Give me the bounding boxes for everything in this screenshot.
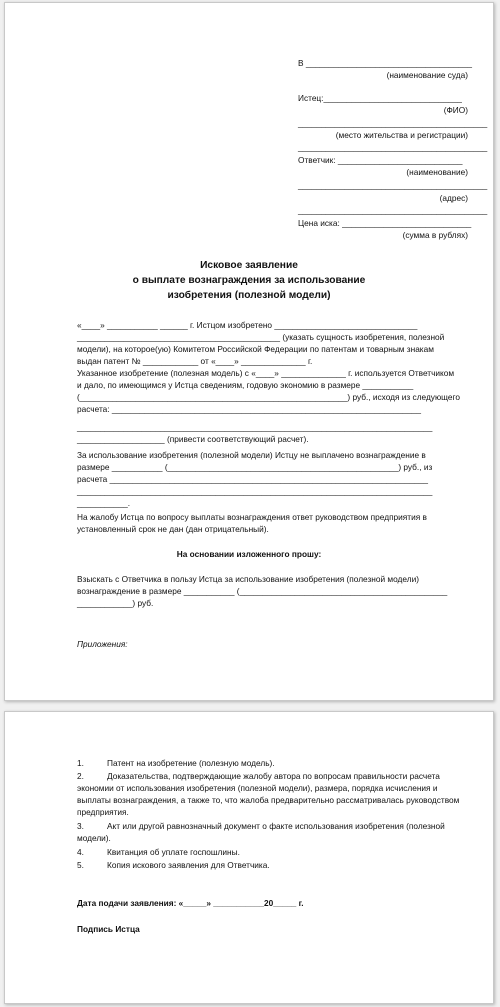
attachment-number: 1. bbox=[77, 758, 84, 768]
body-line: расчета: ___________________________________________________________________ bbox=[77, 404, 422, 414]
court-caption: (наименование суда) bbox=[386, 70, 468, 80]
body-line: ___________________ (привести соответствующий расчет). bbox=[77, 434, 309, 444]
attachment-item: Копия искового заявления для Ответчика. bbox=[107, 860, 270, 870]
attachment-item-continued: экономии от использования изобретения (полезной модели), размера, порядка исчисления и bbox=[77, 783, 438, 793]
attachment-number: 4. bbox=[77, 847, 84, 857]
body-line: ___________. bbox=[77, 498, 131, 508]
document-title-line-2: о выплате вознаграждения за использование bbox=[132, 275, 366, 286]
fio-caption: (ФИО) bbox=[443, 105, 468, 115]
defendant-line: Ответчик: ___________________________ bbox=[298, 155, 463, 165]
body-line: расчета _____________________________________________________________________ bbox=[77, 474, 428, 484]
attachment-item: Доказательства, подтверждающие жалобу автора по вопросам правильности расчета bbox=[107, 771, 440, 781]
body-line: и дало, по имеющимся у Истца сведениям, годовую экономию в размере ___________ bbox=[77, 380, 414, 390]
plaintiff-blank-line: _________________________________________ bbox=[298, 142, 488, 152]
document-title-line-3: изобретения (полезной модели) bbox=[167, 290, 331, 301]
residence-caption: (место жительства и регистрации) bbox=[335, 130, 468, 140]
body-line: Указанное изобретение (полезная модель) с «____» ______________ г. используется Ответчиком bbox=[77, 368, 455, 378]
attachment-item: Акт или другой равнозначный документ о факте использования изобретения (полезной bbox=[107, 821, 445, 831]
attachment-item: Патент на изобретение (полезную модель). bbox=[107, 758, 275, 768]
document-title: Исковое заявление bbox=[200, 260, 298, 271]
body-line: ____________) руб. bbox=[77, 598, 154, 608]
body-line: вознаграждение в размере ___________ (_____________________________________________ bbox=[77, 586, 448, 596]
plaintiff-line: Истец:______________________________ bbox=[298, 93, 462, 103]
attachment-number: 2. bbox=[77, 771, 84, 781]
address-caption: (адрес) bbox=[439, 193, 468, 203]
court-line: В ____________________________________ bbox=[298, 58, 472, 68]
defendant-blank-line: _________________________________________ bbox=[298, 205, 488, 215]
attachment-item-continued: предприятия. bbox=[77, 807, 129, 817]
body-line: _____________________________________________________________________________ bbox=[77, 422, 433, 432]
attachment-item-continued: выплаты вознаграждения, а также то, что жалоба предварительно рассматривалась руководством bbox=[77, 795, 460, 805]
body-line: На жалобу Истца по вопросу выплаты вознаграждения ответ руководством предприятия в bbox=[77, 512, 427, 522]
body-line: ____________________________________________ (указать сущность изобретения, полезной bbox=[77, 332, 445, 342]
document-page-1 bbox=[4, 2, 494, 701]
attachment-item-continued: модели). bbox=[77, 833, 111, 843]
body-line: размере ___________ (__________________________________________________) руб., из bbox=[77, 462, 433, 472]
body-line: За использование изобретения (полезной модели) Истцу не выплачено вознаграждение в bbox=[77, 450, 426, 460]
body-line: установленный срок не дан (дан отрицательный). bbox=[77, 524, 269, 534]
plaintiff-address-line: _________________________________________ bbox=[298, 118, 488, 128]
name-caption: (наименование) bbox=[406, 167, 468, 177]
attachments-label: Приложения: bbox=[77, 639, 128, 649]
body-line: (__________________________________________________________) руб., исходя из следующего bbox=[77, 392, 460, 402]
body-line: модели), на которое(ую) Комитетом Российской Федерации по патентам и товарным знакам bbox=[77, 344, 434, 354]
body-line: Взыскать с Ответчика в пользу Истца за использование изобретения (полезной модели) bbox=[77, 574, 419, 584]
filing-date-line: Дата подачи заявления: «_____» ___________20_____ г. bbox=[77, 898, 304, 908]
body-line: «____» ___________ ______ г. Истцом изобретено _______________________________ bbox=[77, 320, 418, 330]
attachment-number: 3. bbox=[77, 821, 84, 831]
rubles-caption: (сумма в рублях) bbox=[402, 230, 468, 240]
defendant-address-line: _________________________________________ bbox=[298, 180, 488, 190]
claim-price-line: Цена иска: ____________________________ bbox=[298, 218, 472, 228]
body-line: _____________________________________________________________________________ bbox=[77, 486, 433, 496]
request-heading: На основании изложенного прошу: bbox=[176, 549, 322, 559]
signature-line: Подпись Истца bbox=[77, 924, 140, 934]
body-line: выдан патент № ____________ от «____» ______________ г. bbox=[77, 356, 313, 366]
attachment-number: 5. bbox=[77, 860, 84, 870]
attachment-item: Квитанция об уплате госпошлины. bbox=[107, 847, 240, 857]
document-page-2 bbox=[4, 711, 494, 1004]
